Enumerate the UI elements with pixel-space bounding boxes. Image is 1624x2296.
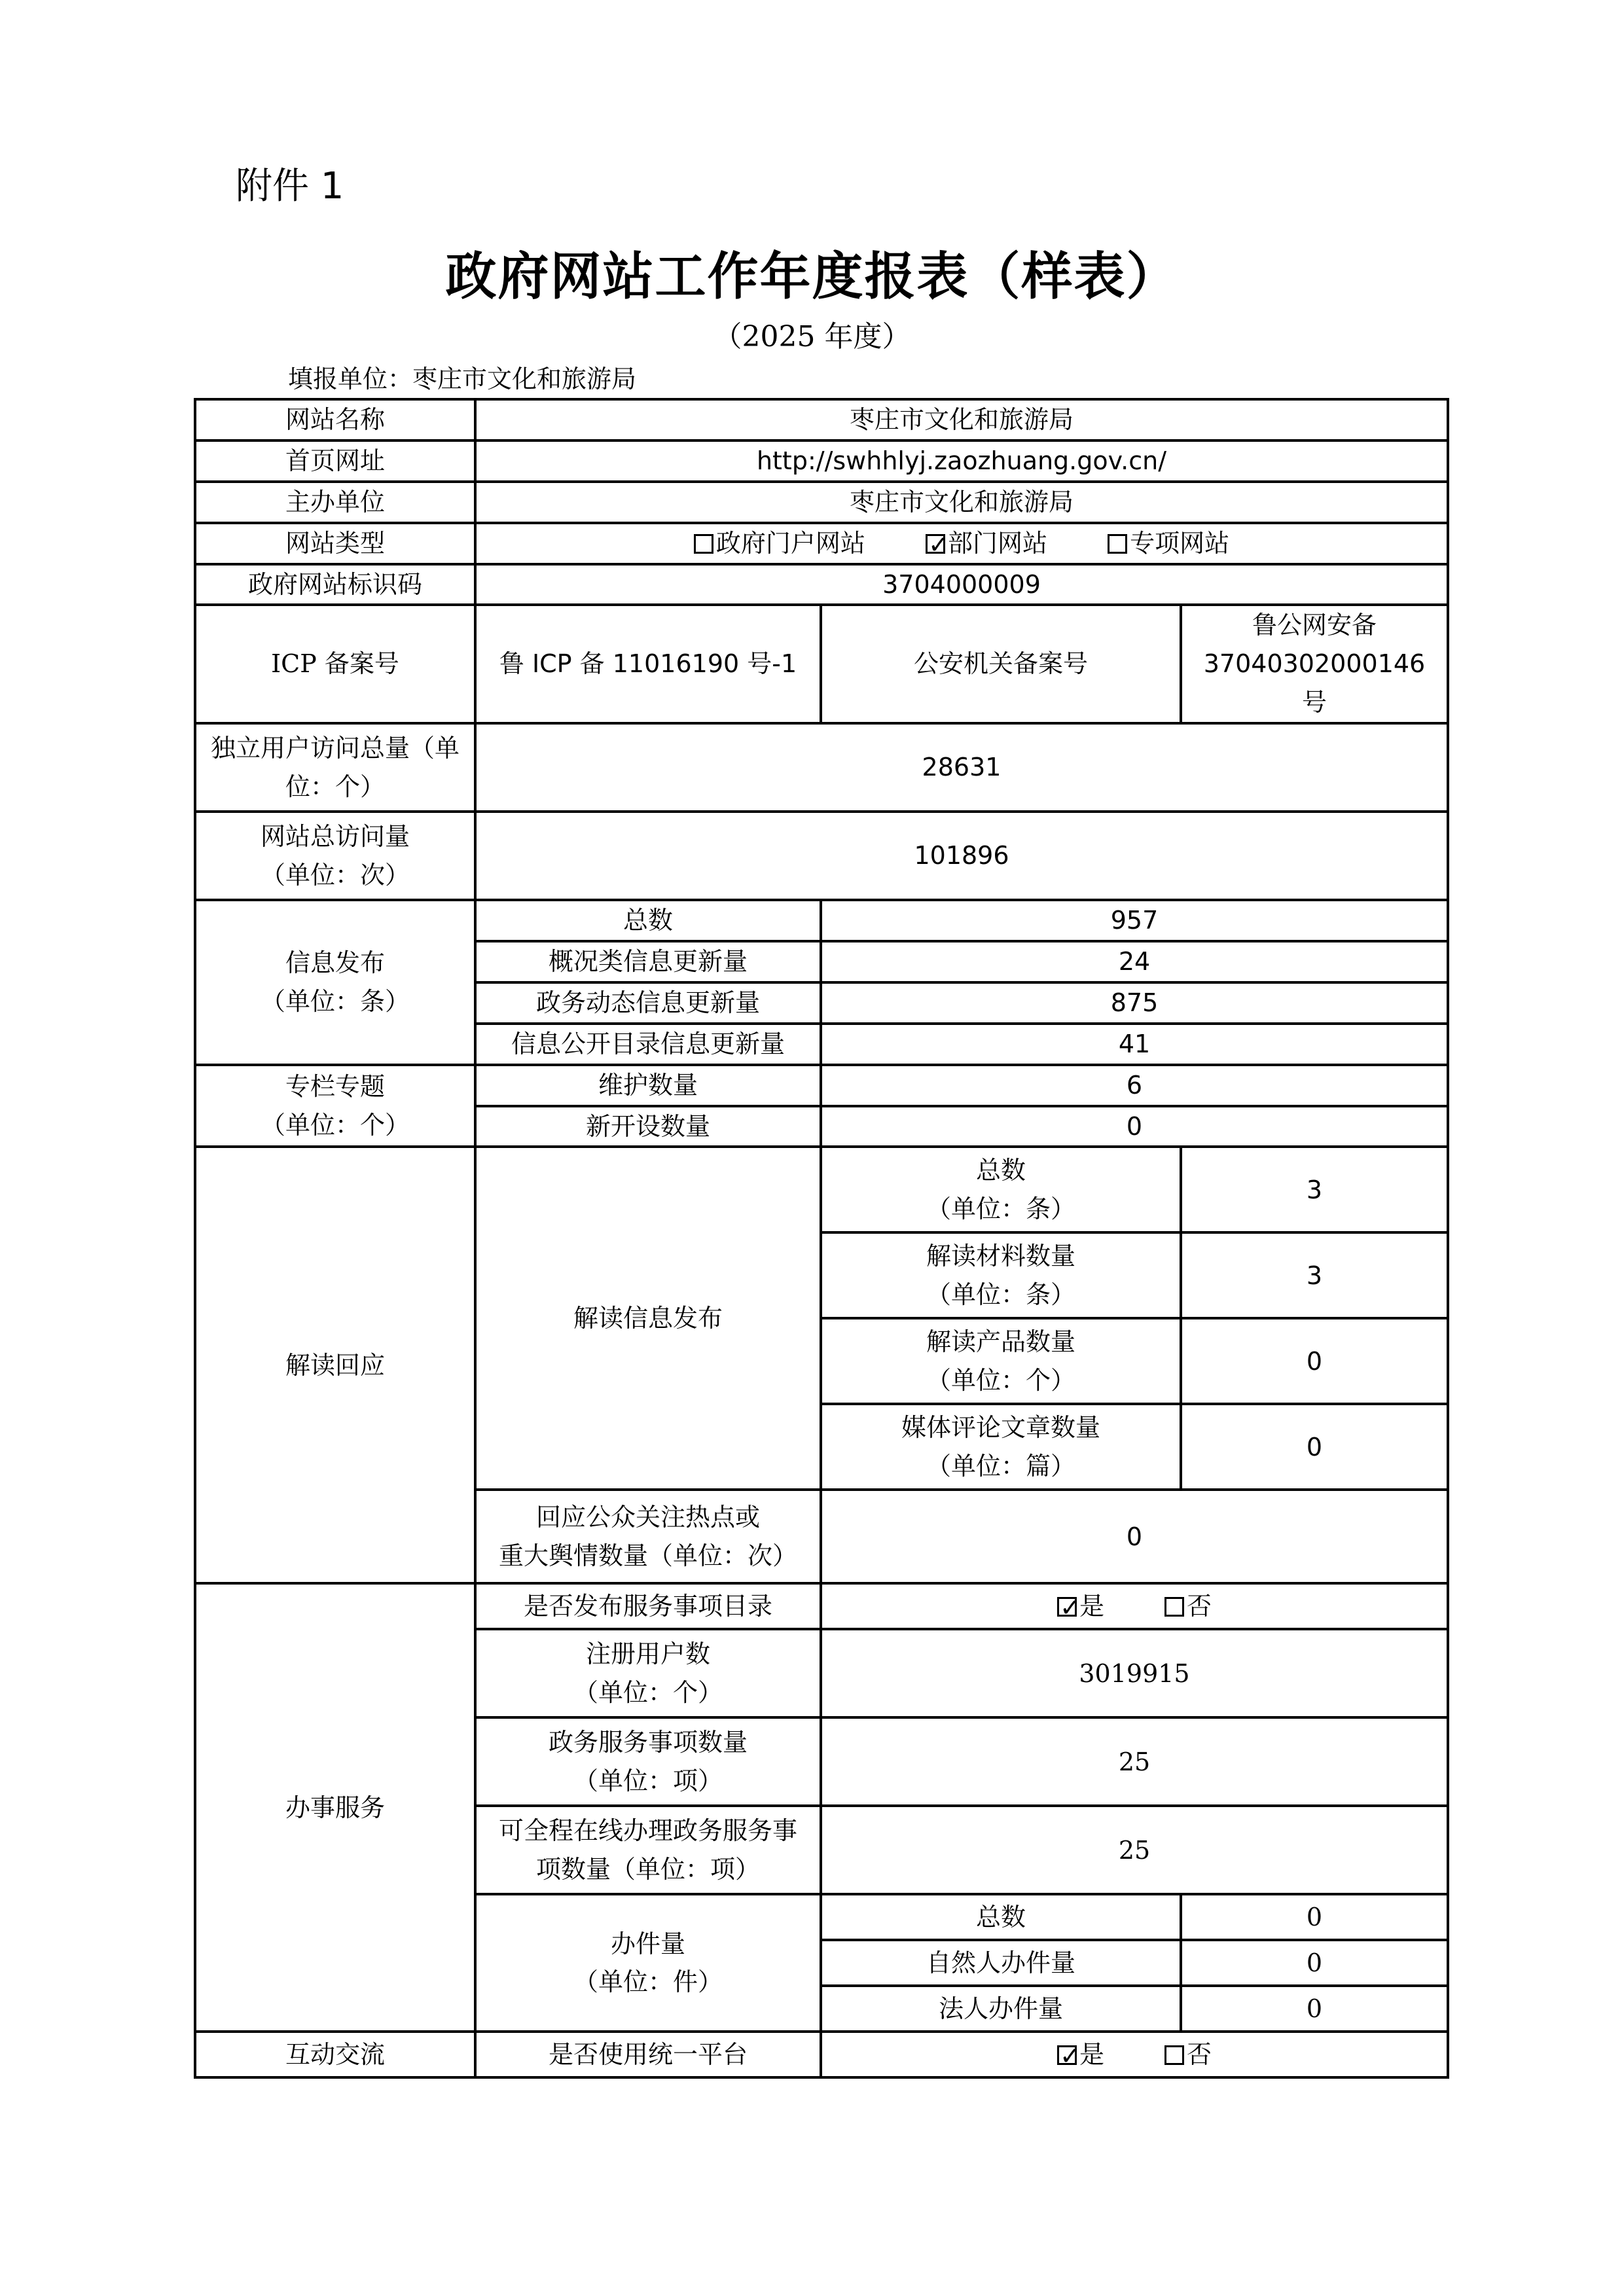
interpret-respond-label	[475, 1490, 821, 1583]
info-open-value: 41	[821, 1024, 1448, 1065]
interpret-total-label	[821, 1147, 1181, 1232]
info-label-line-2: （单位：条）	[260, 986, 410, 1016]
type-option-portal	[694, 524, 865, 563]
service-items-label-line-2: （单位：项）	[573, 1766, 723, 1795]
platform-option-no	[1164, 2036, 1212, 2074]
handled-natural-value: 0	[1181, 1940, 1448, 1986]
icp-value: 鲁 ICP 备 11016190 号-1	[475, 605, 821, 723]
table-row	[195, 1583, 1448, 1629]
interaction-label: 互动交流	[195, 2032, 475, 2077]
filing-unit-value: 枣庄市文化和旅游局	[412, 365, 637, 393]
site-name-label: 网站名称	[195, 399, 475, 440]
interpret-respond-label-line-1: 回应公众关注热点或	[535, 1503, 760, 1532]
table-row	[195, 723, 1448, 812]
uv-label	[195, 723, 475, 812]
info-overview-value: 24	[821, 941, 1448, 982]
info-open-label: 信息公开目录信息更新量	[475, 1024, 821, 1065]
interaction-platform-options	[821, 2032, 1448, 2077]
page-title: 政府网站工作年度报表（样表）	[445, 247, 1179, 306]
platform-option-yes	[1057, 2036, 1104, 2074]
column-label-line-2: （单位：个）	[260, 1110, 410, 1139]
checkbox-unchecked-icon	[694, 534, 713, 554]
pv-value: 101896	[475, 812, 1448, 900]
uv-label-line-2: 位：个）	[285, 772, 385, 801]
type-option-department	[926, 524, 1047, 563]
handled-total-label: 总数	[821, 1894, 1181, 1940]
column-new-label: 新开设数量	[475, 1106, 821, 1147]
checkbox-checked-icon	[926, 534, 945, 554]
service-label: 办事服务	[195, 1583, 475, 2032]
interpret-material-label-line-2: （单位：条）	[926, 1280, 1075, 1309]
service-items-label-line-1: 政务服务事项数量	[548, 1728, 748, 1757]
type-option-special-label: 专项网站	[1130, 528, 1230, 558]
table-row	[195, 2032, 1448, 2077]
catalog-option-yes	[1057, 1587, 1104, 1626]
service-catalog-label: 是否发布服务事项目录	[475, 1583, 821, 1629]
interpret-respond-label-line-2: 重大舆情数量（单位：次）	[498, 1541, 797, 1570]
info-news-label: 政务动态信息更新量	[475, 982, 821, 1024]
interpret-product-label	[821, 1318, 1181, 1404]
handled-legal-value: 0	[1181, 1986, 1448, 2032]
filing-unit	[288, 359, 636, 395]
info-news-value: 875	[821, 982, 1448, 1024]
info-total-value: 957	[821, 900, 1448, 941]
handled-legal-label: 法人办件量	[821, 1986, 1181, 2032]
interpret-publish-label: 解读信息发布	[475, 1147, 821, 1490]
interpret-product-label-line-1: 解读产品数量	[926, 1327, 1075, 1357]
service-items-label	[475, 1717, 821, 1806]
attachment-label: 附件 1	[236, 165, 344, 207]
interpret-total-value: 3	[1181, 1147, 1448, 1232]
site-type-label: 网站类型	[195, 523, 475, 564]
interpret-media-label	[821, 1404, 1181, 1490]
catalog-option-no-label: 否	[1187, 1592, 1212, 1621]
type-option-portal-label: 政府门户网站	[715, 528, 865, 558]
interaction-platform-label: 是否使用统一平台	[475, 2032, 821, 2077]
type-option-department-label: 部门网站	[947, 528, 1047, 558]
uv-label-line-1: 独立用户访问总量（单	[210, 733, 460, 762]
handled-total-value: 0	[1181, 1894, 1448, 1940]
service-handled-label	[475, 1894, 821, 2032]
filing-unit-label: 填报单位：	[288, 365, 413, 393]
site-type-options	[475, 523, 1448, 564]
table-row	[195, 900, 1448, 941]
table-row	[195, 605, 1448, 723]
column-label	[195, 1065, 475, 1147]
table-row	[195, 812, 1448, 900]
platform-option-no-label: 否	[1187, 2040, 1212, 2070]
table-row	[195, 564, 1448, 605]
checkbox-unchecked-icon	[1108, 534, 1127, 554]
police-record-line-1: 鲁公网安备	[1252, 611, 1377, 640]
interpret-product-label-line-2: （单位：个）	[926, 1365, 1075, 1395]
service-items-value: 25	[821, 1717, 1448, 1806]
handled-natural-label: 自然人办件量	[821, 1940, 1181, 1986]
interpret-material-label-line-1: 解读材料数量	[926, 1242, 1075, 1271]
interpret-product-value: 0	[1181, 1318, 1448, 1404]
icp-label: ICP 备案号	[195, 605, 475, 723]
platform-option-yes-label: 是	[1079, 2040, 1104, 2070]
service-users-label-line-2: （单位：个）	[573, 1677, 723, 1707]
info-label	[195, 900, 475, 1065]
site-code-value: 3704000009	[475, 564, 1448, 605]
checkbox-unchecked-icon	[1164, 2045, 1184, 2065]
catalog-option-yes-label: 是	[1079, 1592, 1104, 1621]
pv-label-line-2: （单位：次）	[260, 860, 410, 889]
catalog-option-no	[1164, 1587, 1212, 1626]
site-host-value: 枣庄市文化和旅游局	[475, 482, 1448, 523]
service-handled-label-line-1: 办件量	[610, 1929, 685, 1958]
service-online-label-line-1: 可全程在线办理政务服务事	[498, 1816, 797, 1846]
interpret-media-label-line-1: 媒体评论文章数量	[901, 1413, 1100, 1443]
checkbox-unchecked-icon	[1164, 1597, 1184, 1617]
interpret-total-label-line-2: （单位：条）	[926, 1194, 1075, 1223]
service-online-label-line-2: 项数量（单位：项）	[535, 1854, 760, 1884]
service-online-value: 25	[821, 1806, 1448, 1894]
interpret-media-label-line-2: （单位：篇）	[926, 1451, 1075, 1480]
type-option-special	[1108, 524, 1229, 563]
interpret-respond-value: 0	[821, 1490, 1448, 1583]
site-url-label: 首页网址	[195, 440, 475, 482]
column-label-line-1: 专栏专题	[285, 1071, 385, 1101]
column-new-value: 0	[821, 1106, 1448, 1147]
service-users-label	[475, 1629, 821, 1717]
service-handled-label-line-2: （单位：件）	[573, 1967, 723, 1997]
interpret-media-value: 0	[1181, 1404, 1448, 1490]
service-users-value: 3019915	[821, 1629, 1448, 1717]
pv-label-line-1: 网站总访问量	[260, 821, 410, 851]
report-table	[194, 398, 1449, 2079]
interpret-total-label-line-1: 总数	[975, 1156, 1026, 1185]
table-row	[195, 523, 1448, 564]
checkbox-checked-icon	[1057, 1597, 1077, 1617]
table-row	[195, 440, 1448, 482]
info-total-label: 总数	[475, 900, 821, 941]
service-catalog-options	[821, 1583, 1448, 1629]
site-code-label: 政府网站标识码	[195, 564, 475, 605]
police-record-line-2: 37040302000146 号	[1203, 649, 1426, 717]
report-year: （2025 年度）	[713, 320, 911, 353]
service-users-label-line-1: 注册用户数	[585, 1640, 710, 1669]
table-row	[195, 399, 1448, 440]
interpret-label: 解读回应	[195, 1147, 475, 1583]
table-row	[195, 1147, 1448, 1232]
site-host-label: 主办单位	[195, 482, 475, 523]
table-row	[195, 482, 1448, 523]
site-name-value: 枣庄市文化和旅游局	[475, 399, 1448, 440]
interpret-material-value: 3	[1181, 1232, 1448, 1318]
pv-label	[195, 812, 475, 900]
info-label-line-1: 信息发布	[285, 948, 385, 978]
interpret-material-label	[821, 1232, 1181, 1318]
service-online-label	[475, 1806, 821, 1894]
column-maintain-label: 维护数量	[475, 1065, 821, 1106]
site-url-value: http://swhhlyj.zaozhuang.gov.cn/	[475, 440, 1448, 482]
column-maintain-value: 6	[821, 1065, 1448, 1106]
checkbox-checked-icon	[1057, 2045, 1077, 2065]
uv-value: 28631	[475, 723, 1448, 812]
police-record-label: 公安机关备案号	[821, 605, 1181, 723]
info-overview-label: 概况类信息更新量	[475, 941, 821, 982]
police-record-value	[1181, 605, 1448, 723]
table-row	[195, 1065, 1448, 1106]
